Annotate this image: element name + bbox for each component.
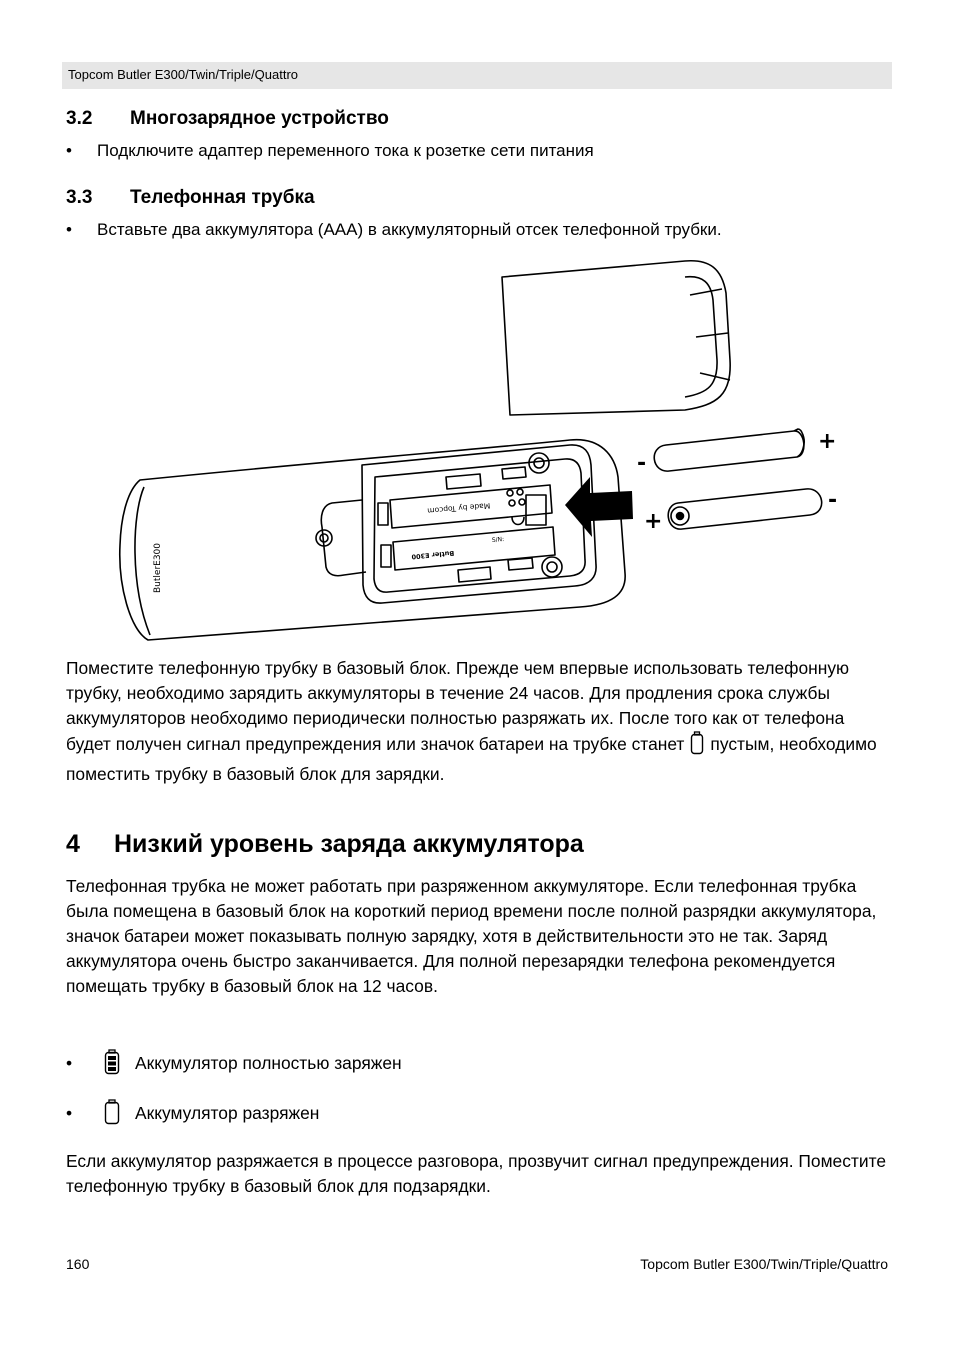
battery-cover [502,261,730,415]
battery-empty-icon [690,731,704,762]
bullet-text: Вставьте два аккумулятора (AAA) в аккумуляторный отсек телефонной трубки. [97,220,722,239]
battery-full-icon [104,1049,135,1080]
battery-top [654,429,804,471]
charge-paragraph-text: Поместите телефонную трубку в базовый блок. Прежде чем впервые использовать телефонную трубку, необходимо зарядить аккумуляторы в течение 24 часов. Для продления срока службы аккумуляторов необходимо периодически полностью разряжать их. После того как от телефона будет получен сигнал предупреждения или значок батареи на трубке станет [66,658,850,754]
bullet-dot: • [66,141,72,160]
section-4-paragraph: Телефонная трубка не может работать при разряженном аккумуляторе. Если телефонная трубка была помещена в базовый блок на короткий период времени после полной разрядки аккумулятора, значок батареи может показывать полную зарядку, хотя в действительности это не так. Заряд аккумулятора очень быстро заканчивается. Для полной перезарядки телефона рекомендуется помещать трубку в базовый блок на 12 часов. [66,876,877,996]
section-3-3-bullet [66,220,722,240]
bullet-dot: • [66,1053,73,1073]
section-title: Телефонная трубка [130,187,315,208]
section-3-2-heading [66,108,389,130]
insert-arrow-icon [565,477,633,537]
legend-item-empty [66,1099,319,1130]
made-by-label: Made by Topcom [426,501,491,516]
battery-insertion-figure [100,255,860,650]
legend-text: Аккумулятор разряжен [135,1103,320,1123]
battery-bottom-minus-label: - [828,488,838,513]
page-number: 160 [66,1256,90,1272]
legend-item-full [66,1049,402,1080]
section-3-3-heading [66,187,315,209]
header-title: Topcom Butler E300/Twin/Triple/Quattro [68,67,299,82]
battery-top-minus-label: - [637,451,647,476]
section-number: 3.3 [66,187,93,208]
serial-label: S/N: [491,535,505,544]
charge-paragraph [66,656,892,787]
section-3-2-bullet [66,141,594,161]
page-header [62,62,892,89]
section-number: 4 [66,830,80,858]
section-number: 3.2 [66,108,93,129]
battery-bottom [668,489,821,529]
section-title: Низкий уровень заряда аккумулятора [114,830,584,858]
battery-top-plus-label: + [818,429,837,454]
bullet-dot: • [66,1103,73,1123]
battery-empty-icon [104,1099,135,1130]
footer-title: Topcom Butler E300/Twin/Triple/Quattro [640,1256,888,1272]
section-4-heading [66,830,584,859]
battery-bottom-plus-label: + [644,509,663,534]
handset-model-label: ButlerE300 [153,542,163,593]
compartment-model-label: Butler E300 [411,549,455,561]
closing-paragraph: Если аккумулятор разряжается в процессе разговора, прозвучит сигнал предупреждения. Поместите телефонную трубку в базовый блок для подзарядки. [66,1151,887,1196]
handset [120,440,625,640]
bullet-dot: • [66,220,72,239]
section-title: Многозарядное устройство [130,108,389,129]
legend-text: Аккумулятор полностью заряжен [135,1053,402,1073]
charge-paragraph-text-end: пустым, необходимо поместить трубку в базовый блок для зарядки. [66,734,877,784]
bullet-text: Подключите адаптер переменного тока к розетке сети питания [97,141,594,160]
